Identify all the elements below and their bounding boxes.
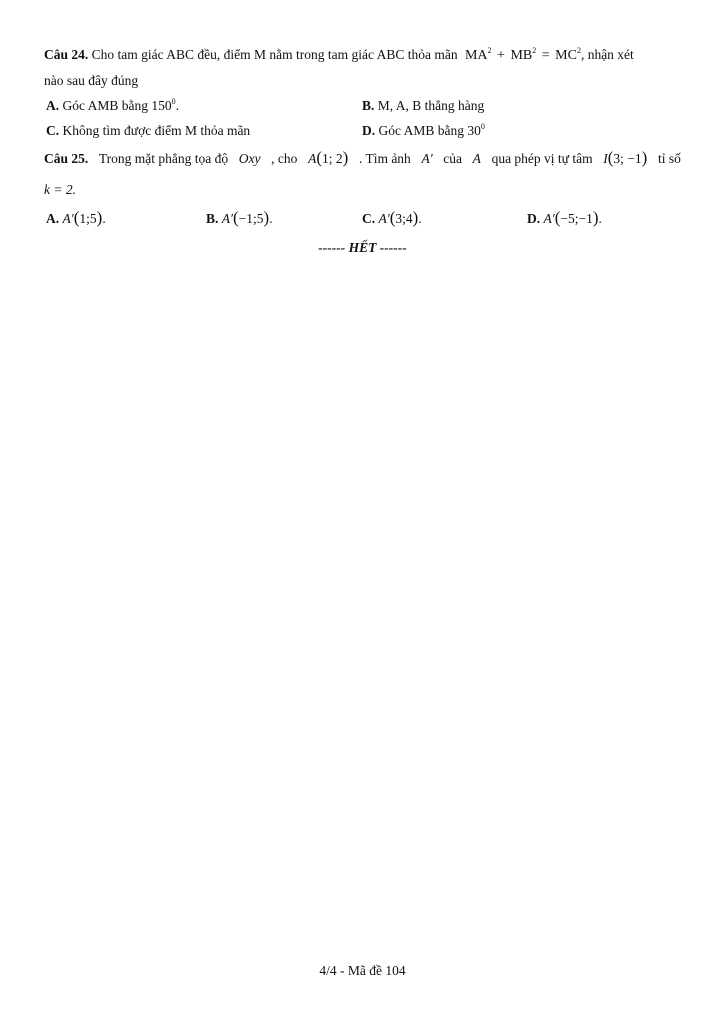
q24-text-post: , nhận xét [580, 47, 634, 62]
q24-option-d: D. Góc AMB bằng $30^0$ [362, 122, 485, 138]
q25-line1: Câu 25. Trong mặt phẳng tọa độ Oxy , cho A(1; 2) . Tìm ảnh A′ của A qua phép vị tự tâm I(3; −1) tỉ số [44, 148, 681, 167]
q25-option-b: B. A′(−1;5). [206, 208, 273, 227]
q25-option-c: C. A′(3;4). [362, 208, 422, 227]
q24-label: Câu 24. [44, 47, 89, 62]
q24-option-b: B. M, A, B thẳng hàng [362, 98, 485, 113]
end-mark: ------ HẾT ------ [318, 240, 407, 255]
q25-line2: k = 2. [44, 182, 76, 197]
q24-text: Cho tam giác ABC đều, điểm M nằm trong tam giác ABC thỏa mãn [91, 47, 458, 62]
q24-option-a: A. Góc AMB bằng $150^0$. [46, 97, 179, 113]
q24-line1 [44, 47, 634, 64]
q25-option-d: D. A′(−5;−1). [527, 208, 602, 227]
page-footer: 4/4 - Mã đề 104 [319, 963, 406, 978]
q25-option-a: A. A′(1;5). [46, 208, 106, 227]
q24-equation: $MA^2 + MB^2 = MC^2$ [464, 46, 581, 63]
q25-label: Câu 25. [44, 151, 89, 166]
q24-option-c: C. Không tìm được điểm M thỏa mãn [46, 123, 251, 138]
q24-line2: nào sau đây đúng [44, 73, 139, 88]
